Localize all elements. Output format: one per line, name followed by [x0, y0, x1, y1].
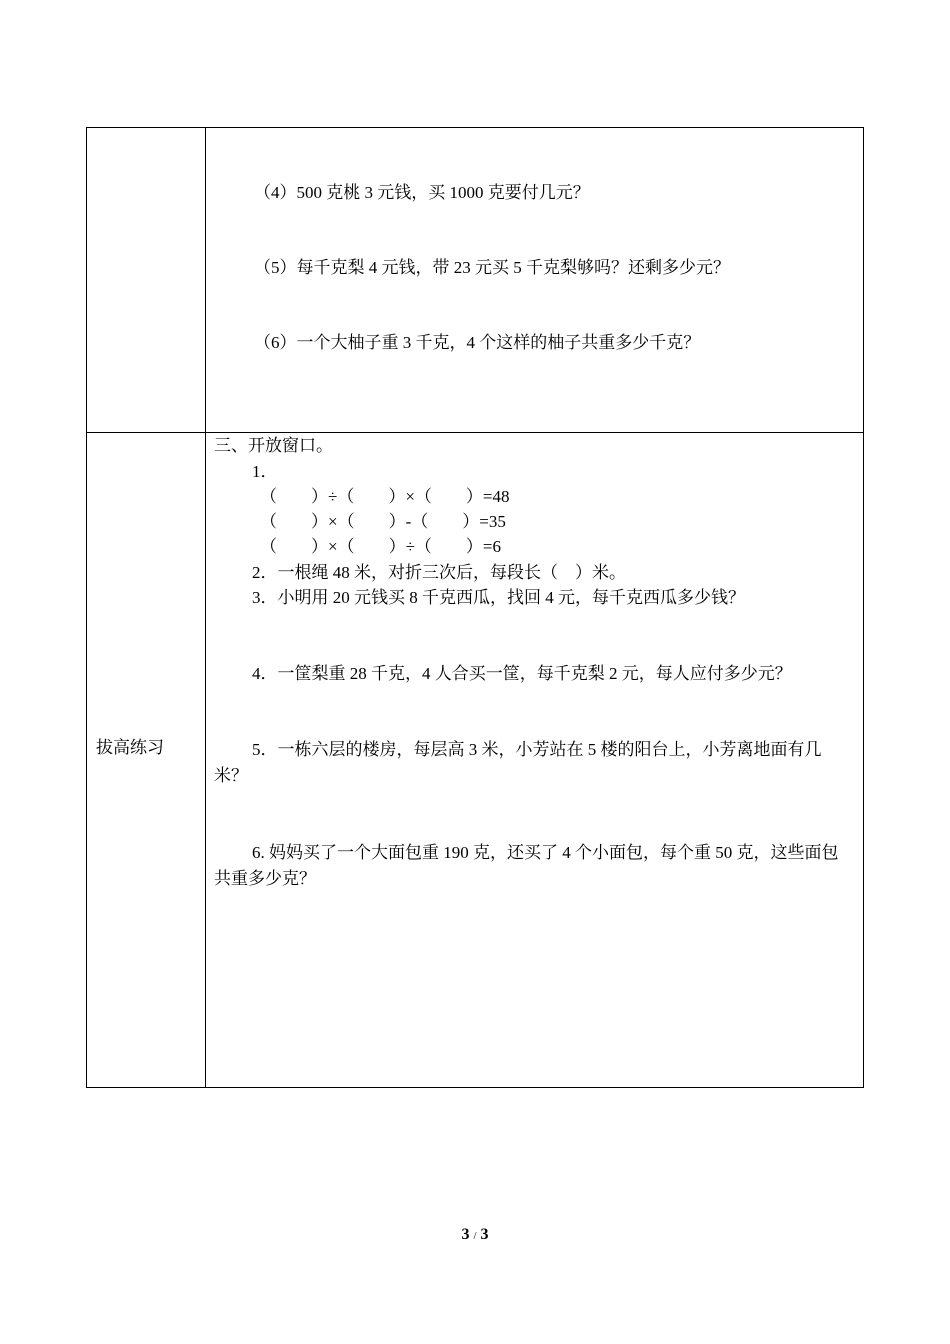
row2-content-cell [206, 433, 864, 1088]
item-4: 4．一筐梨重 28 千克，4 人合买一筐，每千克梨 2 元，每人应付多少元？ [252, 664, 792, 683]
item-5: 5．一栋六层的楼房，每层高 3 米，小芳站在 5 楼的阳台上，小芳离地面有几米？ [214, 740, 822, 785]
item-6: 6. 妈妈买了一个大面包重 190 克，还买了 4 个小面包，每个重 50 克，这些面包共重多少克？ [214, 843, 839, 888]
worksheet-table [86, 127, 864, 1088]
row1-content-cell [206, 128, 864, 433]
equation-1: （ ）÷（ ）×（ ）=48 [260, 487, 510, 506]
total-pages-number: 3 [480, 1226, 489, 1243]
item-3: 3．小明用 20 元钱买 8 千克西瓜，找回 4 元，每千克西瓜多少钱？ [252, 588, 745, 607]
current-page-number: 3 [461, 1226, 470, 1243]
item-2: 2．一根绳 48 米，对折三次后，每段长（ ）米。 [252, 563, 626, 582]
question-6: （6）一个大柚子重 3 千克，4 个这样的柚子共重多少千克？ [254, 333, 701, 352]
section-heading: 三、开放窗口。 [214, 436, 333, 455]
section-label: 拔高练习 [96, 738, 164, 757]
table-row [87, 128, 864, 433]
row1-label-cell [87, 128, 206, 433]
equation-3: （ ）×（ ）÷（ ）=6 [260, 537, 502, 556]
page-footer [0, 1226, 950, 1244]
row2-label-cell [87, 433, 206, 1088]
table-row [87, 433, 864, 1088]
question-5: （5）每千克梨 4 元钱，带 23 元买 5 千克梨够吗？还剩多少元？ [254, 258, 730, 277]
question-4: （4）500 克桃 3 元钱，买 1000 克要付几元？ [254, 183, 590, 202]
equation-2: （ ）×（ ）-（ ）=35 [260, 512, 506, 531]
page-separator: / [473, 1230, 477, 1242]
item-1-number: 1． [252, 462, 278, 481]
